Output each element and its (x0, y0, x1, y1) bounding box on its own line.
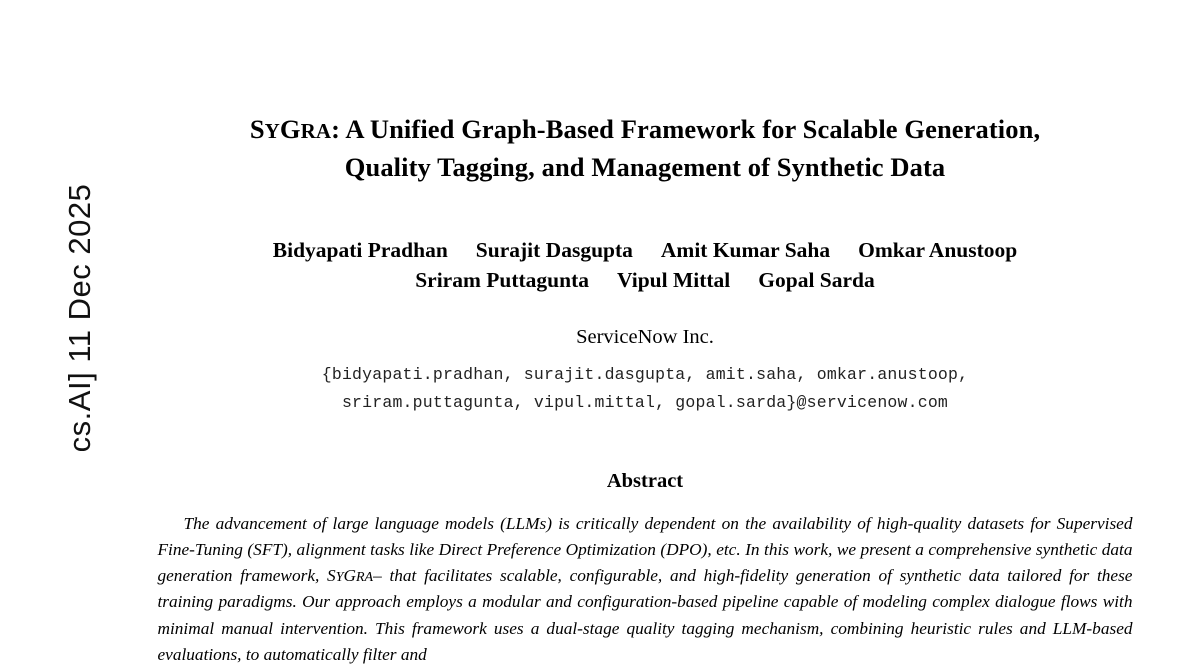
page-title (195, 0, 1095, 187)
email-line-1: {bidyapati.pradhan, surajit.dasgupta, amit.saha, omkar.anustoop, (321, 364, 969, 384)
abstract-text-part-2: – that facilitates scalable, configurable, and high-fidelity generation of synthetic data tailored for these training paradigms. Our approach employs a modular and configuration-based pipeline capable of modeling complex dialogue flows with minimal manual intervention. This framework uses a dual-stage quality tagging mechanism, combining heuristic rules and LLM-based evaluations, to automatically filter and (157, 566, 1133, 665)
abstract-sygra-y: Y (335, 570, 344, 586)
author-name: Gopal Sarda (758, 268, 875, 293)
author-emails (90, 349, 1200, 418)
title-smallcaps-y: Y (264, 119, 280, 143)
arxiv-stamp (0, 0, 97, 648)
author-name: Omkar Anustoop (858, 237, 1018, 262)
abstract-body (158, 493, 1133, 668)
abstract-sygra-ra: RA (355, 570, 374, 586)
author-name: Surajit Dasgupta (475, 237, 633, 262)
affiliation: ServiceNow Inc. (576, 325, 714, 348)
arxiv-stamp-text: cs.AI] 11 Dec 2025 (62, 183, 97, 453)
title-line2: Quality Tagging, and Management of Synthetic Data (344, 152, 946, 183)
author-row-1 (175, 235, 1115, 266)
title-line1-rest: : A Unified Graph-Based Framework for Scalable Generation, (331, 114, 1041, 144)
paper-page (90, 0, 1200, 665)
abstract-text-part-1: The advancement of large language models (LLMs) is critically dependent on the availability of high-quality datasets for Supervised Fine-Tuning (SFT), alignment tasks like Direct Preference Optimization (DPO), etc. In this work, we present a comprehensive synthetic data generation framework, (157, 513, 1133, 586)
title-smallcaps-g: G (279, 114, 301, 144)
abstract-heading: Abstract (606, 469, 684, 492)
title-smallcaps-s: S (249, 114, 265, 144)
author-name: Vipul Mittal (617, 268, 731, 293)
email-line-2: sriram.puttagunta, vipul.mittal, gopal.sarda}@servicenow.com (341, 393, 949, 413)
title-smallcaps-ra: RA (300, 119, 332, 143)
abstract-sygra-g: G (343, 566, 356, 586)
author-row-2 (175, 265, 1115, 296)
author-name: Amit Kumar Saha (660, 237, 831, 262)
abstract-sygra-s: S (327, 566, 336, 586)
author-name: Bidyapati Pradhan (272, 237, 448, 262)
author-list (175, 187, 1115, 296)
author-name: Sriram Puttagunta (415, 268, 589, 293)
